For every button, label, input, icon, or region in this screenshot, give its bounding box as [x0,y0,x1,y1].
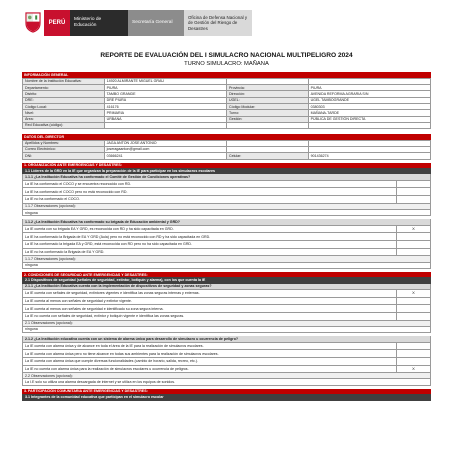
section-3 [22,389,431,401]
option-row[interactable] [22,366,431,374]
director-table [22,140,431,160]
field-value: PRIMARIA [105,110,227,116]
field-label: Turno: [227,110,309,116]
observations-label: 1.1.7 Observaciones (opcional): [22,204,431,210]
option-text: La IE cuenta con su brigada EA Y GRD, es reconocida con RD y ha sido capacitada en GRD. [25,227,174,232]
observations-value[interactable]: La I.E solo su utiliza una alarma descargada de internet y se utiliza en los equipos de sonidos. [22,379,431,385]
ministry-label: Ministerio de Educación [70,10,128,36]
option-row[interactable] [22,233,431,241]
director-section [22,134,431,159]
observations-value[interactable]: ninguna [22,263,431,269]
field-value: MAÑANA-TARDE [309,110,431,116]
field-value: 14920 ALMIRANTE MIGUEL GRAU [105,79,227,85]
option-row[interactable] [22,305,431,313]
field-label: Gestión: [227,117,309,123]
country-label: PERÚ [44,10,70,36]
field-label: UGEL: [227,98,309,104]
question-3-1: 3.1 Integrantes de la comunidad educativa que participan en el simulacro escolar [22,394,431,400]
field-label: Dirección: [227,91,309,97]
field-label: Apellidos y Nombres: [23,141,105,147]
field-label [227,123,309,129]
field-value: URBANA [105,117,227,123]
option-row[interactable] [22,358,431,366]
field-value: 0380303 [309,104,431,110]
report-subtitle: TURNO SIMULACRO: MAÑANA [184,60,269,67]
option-text: La IE ha conformado el COCO pero no está reconocido con RD. [25,189,128,194]
field-label: Celular: [227,153,309,159]
option-text: La IE cuenta con señales de seguridad, extintores vigentes e identifica las zonas seguras internas y externas. [25,291,200,296]
field-value: JAGA ANTON JOSE ANTONIO [105,141,227,147]
option-row[interactable] [22,350,431,358]
office-label: Oficina de Defensa Nacional y de Gestión del Riesgo de Desastres [184,10,252,36]
question-2-1-1: 2.1.1 ¿La Institución Educativa cuenta con la implementación de dispositivos de seguridad y zonas seguras? [22,284,431,291]
question-1-1: 1.1 Líderes de la GRD en la IE que organizan la preparación de la IE para participar en los simulacros escolares [22,168,431,174]
option-text: La IE ha conformado el COCO y se encuentra reconocido con RD. [25,182,132,187]
option-row[interactable] [22,313,431,321]
report-title: REPORTE DE EVALUACIÓN DEL I SIMULACRO NACIONAL MULTIPELIGRO 2024 [100,52,353,59]
field-label: Nombre de la Institución Educativa: [23,79,105,85]
field-value [309,123,431,129]
observations-label: 2.2 Observaciones (opcional): [22,373,431,379]
general-info-table [22,78,431,129]
option-mark[interactable] [396,233,430,240]
option-row[interactable] [22,249,431,257]
field-label: Correo Electrónico: [23,147,105,153]
field-label: Código Local: [23,104,105,110]
field-value: AVENIDA REFORMA AGRARIA S/N [309,91,431,97]
option-text: La IE cuenta al menos con señales de seguridad e identificado su zona segura interna. [25,306,164,311]
option-mark[interactable]: X [396,290,430,297]
field-value: UGEL TAMBOGRANDE [309,98,431,104]
observations-label: 2.1 Observaciones (opcional): [22,321,431,327]
option-row[interactable] [22,226,431,234]
field-value: PIURA [309,85,431,91]
option-text: La IE cuenta al menos con señales de seguridad y extintor vigente. [25,299,132,304]
field-label: Distrito: [23,91,105,97]
option-text: La IE no ha conformado el COCO. [25,197,80,202]
section-3-heading: 3. PARTICIPACIÓN COMUNITARIA ANTE EMERGENCIAS Y DESASTRES: [22,389,431,395]
option-mark[interactable] [396,343,430,350]
field-label: Departamento: [23,85,105,91]
header-banner [22,10,431,36]
observations-value[interactable]: ninguna [22,327,431,333]
question-1-1-2: 1.1.2 ¿La Institución Educativa ha conformado su brigada de Educación ambiental y GRD? [22,219,431,226]
field-value: 03666241 [105,153,227,159]
option-row[interactable] [22,343,431,351]
option-text: La IE ha conformado la brigada EA y GRD, está reconocida con RD pero no ha sido capacitada en GRD. [25,242,193,247]
option-row[interactable] [22,196,431,204]
section-1-heading: 1. ORGANIZACIÓN ANTE EMERGENCIAS Y DESASTRES: [22,163,431,169]
option-row[interactable] [22,241,431,249]
field-label: Provincia: [227,85,309,91]
option-text: La IE no cuenta con alarma única para la realización de simulacros escolares u ocurrencia de peligros. [25,366,189,371]
field-value: TAMBO GRANDE [105,91,227,97]
peru-shield-icon [22,10,44,34]
option-text: La IE ha conformado la Brigada de EA Y GRD (Aula) pero no está reconocido con RD y ha sido capacitada en GRD. [25,234,211,239]
observations-label: 1.1.7 Observaciones (opcional): [22,256,431,262]
section-1 [22,163,431,269]
director-heading: DATOS DEL DIRECTOR [22,134,431,140]
field-value: DRE PIURA [105,98,227,104]
question-2-1-2: 2.1.2 ¿La Institución educativa cuenta con un sistema de alarma única para desarrollo de simulacro u ocurrencia de peligro? [22,336,431,343]
option-mark[interactable] [396,350,430,357]
field-value: 416176 [105,104,227,110]
option-text: La IE cuenta con alarma única pero no tiene alcance en todas sus ambientes para la realización de simulacros escolares. [25,351,219,356]
section-2 [22,272,431,386]
question-2-1: 2.1 Dispositivos de seguridad (señales de seguridad, extintor, botiquín y alarma), con los que cuenta la IE [22,277,431,283]
option-mark[interactable] [396,188,430,195]
option-text: La IE no ha conformado la Brigada de EA Y GRD. [25,249,105,254]
option-row[interactable] [22,181,431,189]
field-label: DNI: [23,153,105,159]
field-value: PÚBLICA DE GESTIÓN DIRECTA [309,117,431,123]
field-value: PIURA [105,85,227,91]
option-row[interactable] [22,188,431,196]
option-row[interactable] [22,298,431,306]
option-text: La IE no cuenta con señales de seguridad, extintor y botiquín vigente e identifica las zonas seguras. [25,314,185,319]
option-mark[interactable] [396,241,430,248]
field-label: Nivel: [23,110,105,116]
field-label: Código Modular: [227,104,309,110]
option-mark[interactable] [396,196,430,203]
option-mark[interactable]: X [396,366,430,373]
option-text: La IE cuenta con alarma única que cumple diversas funcionalidades (cambio de horario, salida, recreo, etc.). [25,359,198,364]
general-info-section [22,72,431,129]
field-label: Área: [23,117,105,123]
section-2-heading: 2. CONDICIONES DE SEGURIDAD ANTE EMERGENCIAS Y DESASTRES: [22,272,431,278]
option-mark[interactable] [396,313,430,320]
option-mark[interactable] [396,305,430,312]
option-row[interactable] [22,290,431,298]
secretariat-label: Secretaría General [128,10,184,36]
observations-value[interactable]: ninguna [22,210,431,216]
field-label: DRE: [23,98,105,104]
general-info-heading: INFORMACIÓN GENERAL [22,72,431,78]
option-mark[interactable] [396,181,430,188]
option-text: La IE cuenta con alarma única y de alcance en toda el área de la IE para la realización de simulacros escolares. [25,344,204,349]
field-value: 901436274 [309,153,431,159]
question-1-1-1: 1.1.1 ¿La Institución Educativa ha conformado el Comité de Gestión de Condiciones operativas? [22,174,431,181]
option-mark[interactable] [396,249,430,256]
field-value [105,123,227,129]
option-mark[interactable] [396,298,430,305]
option-mark[interactable]: X [396,226,430,233]
field-value: joseragaanton@gmail.com [105,147,227,153]
option-mark[interactable] [396,358,430,365]
field-label: Red Educativa (código): [23,123,105,129]
